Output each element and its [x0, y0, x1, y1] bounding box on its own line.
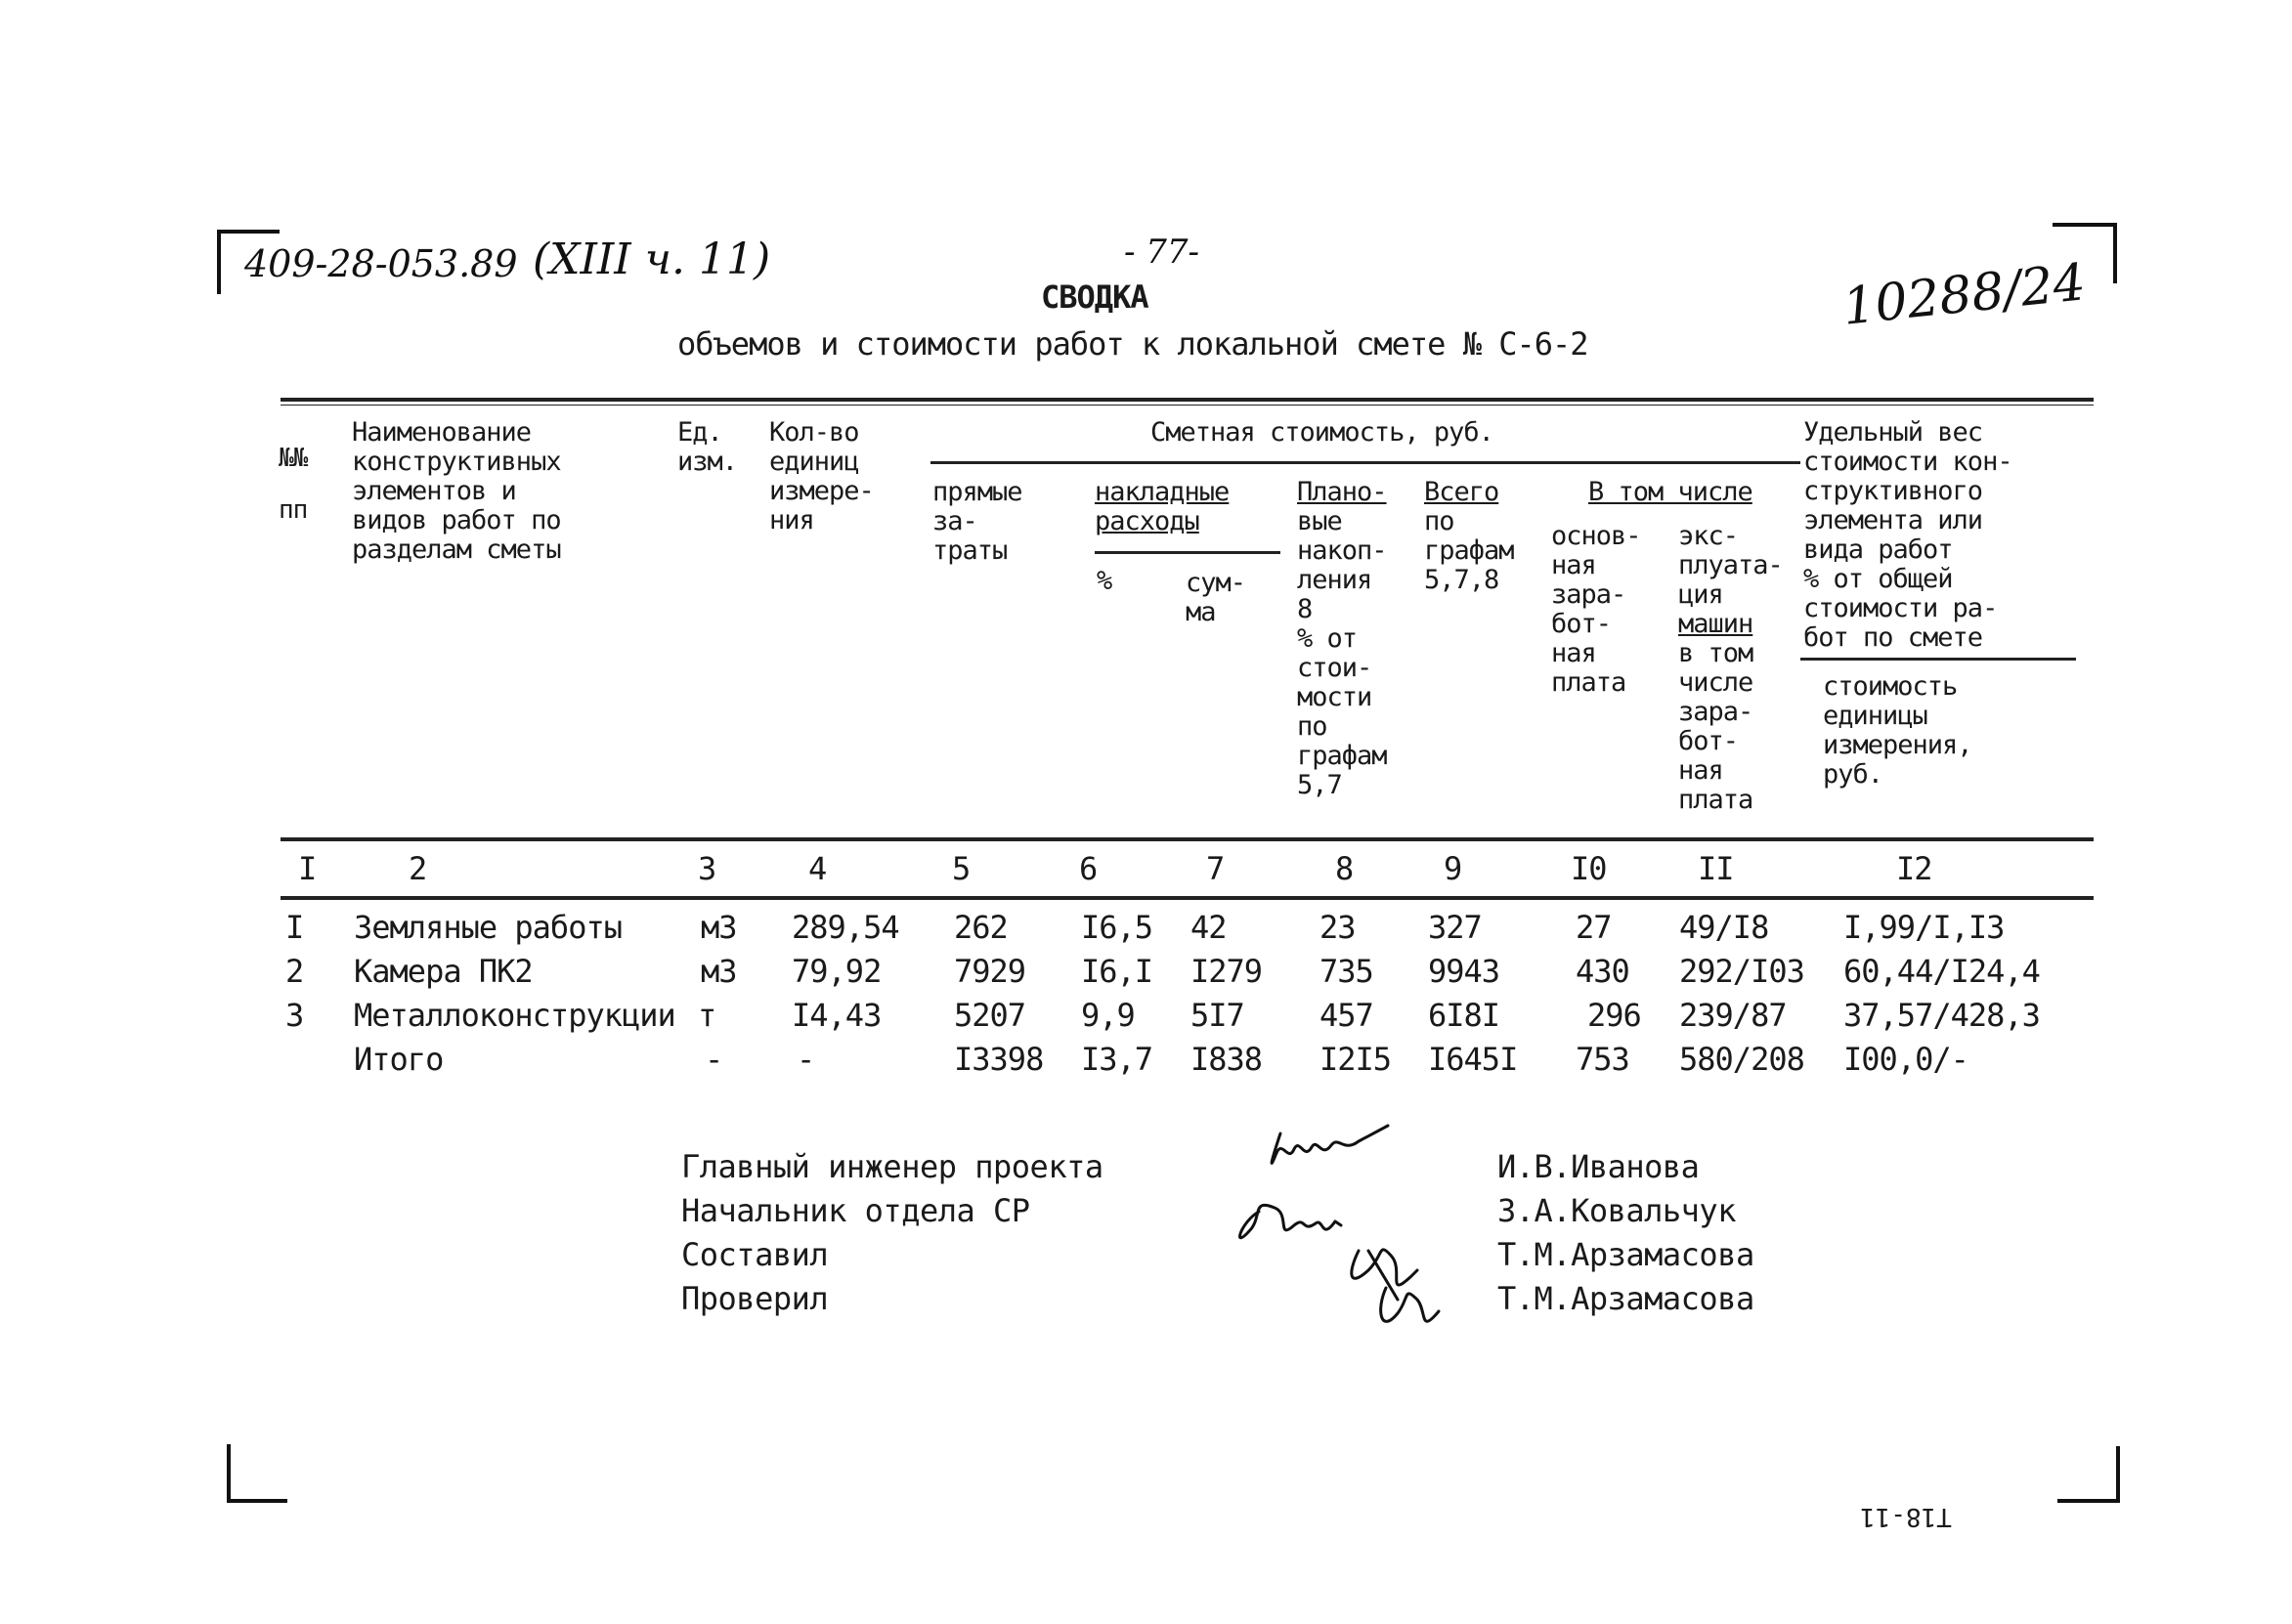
handwritten-signatures: [1212, 1104, 1486, 1358]
colnum: 5: [952, 850, 971, 887]
document-subtitle: объемов и стоимости работ к локальной смете № С-6-2: [677, 325, 1588, 363]
colnum: I0: [1571, 850, 1607, 887]
archive-number: 10288/24: [1839, 253, 2089, 337]
colnum-bottom-rule: [281, 896, 2094, 900]
weight-rule: [1800, 658, 2076, 661]
signature-role: Начальник отдела СР: [681, 1192, 1030, 1229]
header-including: В том числе: [1588, 477, 1752, 507]
signature-name: И.В.Иванова: [1497, 1148, 1700, 1185]
signature-role: Проверил: [681, 1280, 829, 1317]
colnum: I2: [1896, 850, 1932, 887]
colnum: 7: [1206, 850, 1225, 887]
overhead-rule: [1095, 551, 1280, 554]
colnum: 3: [698, 850, 716, 887]
page-number: - 77-: [1124, 233, 1200, 272]
footer-stamp: T18-11: [1860, 1502, 1952, 1531]
colnum: 2: [409, 850, 427, 887]
section-note: (XIII ч. 11): [533, 235, 771, 284]
table-top-rule-2: [281, 405, 2094, 406]
document-code: 409-28-053.89: [244, 242, 518, 285]
colnum: I: [298, 850, 317, 887]
corner-bottom-left: [227, 1444, 287, 1503]
signature-role: Составил: [681, 1236, 829, 1273]
table-top-rule: [281, 398, 2094, 402]
signature-role: Главный инженер проекта: [681, 1148, 1103, 1185]
cost-group-rule: [930, 461, 1800, 464]
signature-name: Т.М.Арзамасова: [1497, 1280, 1754, 1317]
header-num-2: пп: [279, 495, 308, 525]
signature-name: Т.М.Арзамасова: [1497, 1236, 1754, 1273]
colnum: II: [1698, 850, 1734, 887]
colnum: 6: [1079, 850, 1098, 887]
colnum: 8: [1335, 850, 1354, 887]
colnum: 9: [1444, 850, 1462, 887]
document-title: СВОДКА: [1041, 278, 1148, 316]
signature-name: З.А.Ковальчук: [1497, 1192, 1736, 1229]
colnum: 4: [808, 850, 827, 887]
header-overhead-pct: %: [1097, 566, 1112, 596]
corner-bottom-right: [2057, 1446, 2120, 1503]
header-bottom-rule: [281, 837, 2094, 841]
header-cost-group: Сметная стоимость, руб.: [1150, 417, 1493, 448]
header-num-1: №№: [279, 444, 308, 473]
